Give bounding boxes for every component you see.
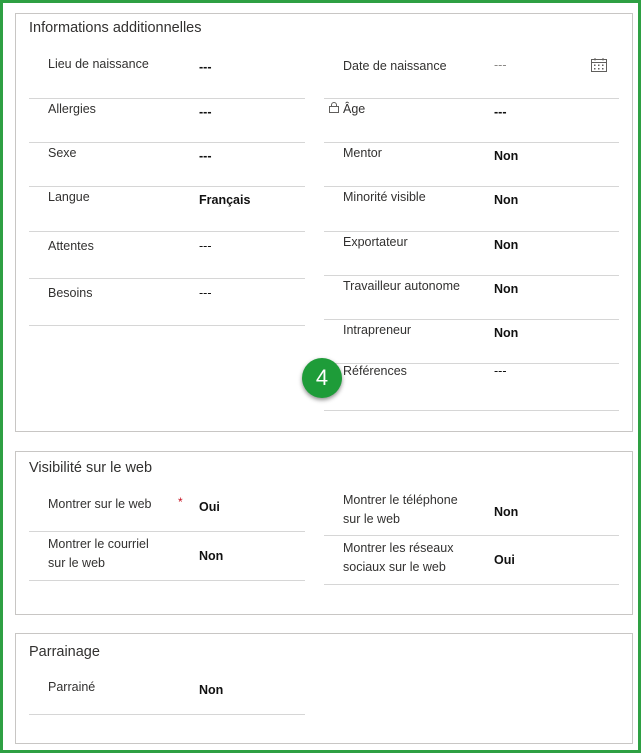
field-value[interactable]: Français bbox=[199, 193, 251, 207]
section-title: Parrainage bbox=[29, 644, 100, 660]
field-value[interactable]: Oui bbox=[494, 553, 515, 567]
field-self-employed[interactable] bbox=[324, 276, 619, 320]
field-visible-minority[interactable] bbox=[324, 187, 619, 232]
field-value[interactable]: Non bbox=[494, 238, 519, 252]
label-line: sociaux sur le web bbox=[343, 560, 446, 574]
field-mentor[interactable] bbox=[324, 143, 619, 187]
field-value[interactable]: --- bbox=[494, 58, 507, 72]
field-label: Langue bbox=[48, 190, 90, 204]
section-title: Visibilité sur le web bbox=[29, 460, 153, 476]
field-label bbox=[48, 535, 149, 573]
field-label: Attentes bbox=[48, 239, 94, 253]
lock-icon bbox=[329, 102, 339, 113]
field-label: Références bbox=[343, 364, 407, 378]
section-sponsorship bbox=[15, 633, 633, 744]
label-line: Montrer le téléphone bbox=[343, 493, 458, 507]
field-label: Sexe bbox=[48, 146, 77, 160]
field-label: Travailleur autonome bbox=[343, 279, 460, 293]
field-label: Parrainé bbox=[48, 680, 96, 694]
label-line: sur le web bbox=[48, 556, 105, 570]
field-label: Minorité visible bbox=[343, 190, 426, 204]
field-value[interactable]: --- bbox=[199, 286, 212, 300]
field-show-on-web[interactable] bbox=[29, 490, 305, 532]
field-age bbox=[324, 99, 619, 143]
section-web-visibility bbox=[15, 451, 633, 615]
required-indicator: * bbox=[178, 495, 183, 509]
field-needs[interactable] bbox=[29, 279, 305, 326]
field-show-phone-on-web[interactable] bbox=[324, 490, 619, 536]
field-value[interactable]: --- bbox=[199, 149, 212, 163]
field-value[interactable]: Oui bbox=[199, 500, 220, 514]
field-value[interactable]: --- bbox=[494, 364, 507, 378]
field-label bbox=[343, 539, 453, 577]
field-value[interactable]: --- bbox=[199, 239, 212, 253]
field-value[interactable]: Non bbox=[494, 326, 519, 340]
field-references[interactable] bbox=[324, 364, 619, 411]
field-label: Lieu de naissance bbox=[48, 57, 149, 71]
field-label: Mentor bbox=[343, 146, 382, 160]
field-expectations[interactable] bbox=[29, 232, 305, 279]
field-sex[interactable] bbox=[29, 143, 305, 187]
field-birthdate[interactable] bbox=[324, 54, 619, 99]
field-label: Exportateur bbox=[343, 235, 408, 249]
field-allergies[interactable] bbox=[29, 99, 305, 143]
field-value[interactable]: Non bbox=[494, 149, 519, 163]
field-show-social-on-web[interactable] bbox=[324, 536, 619, 585]
label-line: Montrer le courriel bbox=[48, 537, 149, 551]
field-value[interactable]: --- bbox=[199, 105, 212, 119]
label-line: sur le web bbox=[343, 512, 400, 526]
field-label: Date de naissance bbox=[343, 59, 447, 73]
field-exporter[interactable] bbox=[324, 232, 619, 276]
step-badge: 4 bbox=[302, 358, 342, 398]
field-value[interactable]: --- bbox=[199, 60, 212, 74]
field-label: Montrer sur le web bbox=[48, 497, 152, 511]
field-label: Allergies bbox=[48, 102, 96, 116]
field-label: Âge bbox=[343, 102, 366, 116]
field-label: Besoins bbox=[48, 286, 93, 300]
field-label bbox=[343, 491, 458, 529]
field-intrapreneur[interactable] bbox=[324, 320, 619, 364]
field-value[interactable]: Non bbox=[199, 549, 224, 563]
calendar-icon[interactable] bbox=[591, 58, 607, 72]
field-value[interactable]: Non bbox=[199, 683, 224, 697]
field-value[interactable]: Non bbox=[494, 193, 519, 207]
field-value[interactable]: Non bbox=[494, 505, 519, 519]
field-sponsored[interactable] bbox=[29, 676, 305, 715]
label-line: Montrer les réseaux bbox=[343, 541, 454, 555]
field-show-email-on-web[interactable] bbox=[29, 532, 305, 581]
section-title: Informations additionnelles bbox=[29, 20, 202, 36]
field-value: --- bbox=[494, 105, 507, 119]
field-language[interactable] bbox=[29, 187, 305, 232]
field-value[interactable]: Non bbox=[494, 282, 519, 296]
field-label: Intrapreneur bbox=[343, 323, 412, 337]
field-birthplace[interactable] bbox=[29, 54, 305, 99]
